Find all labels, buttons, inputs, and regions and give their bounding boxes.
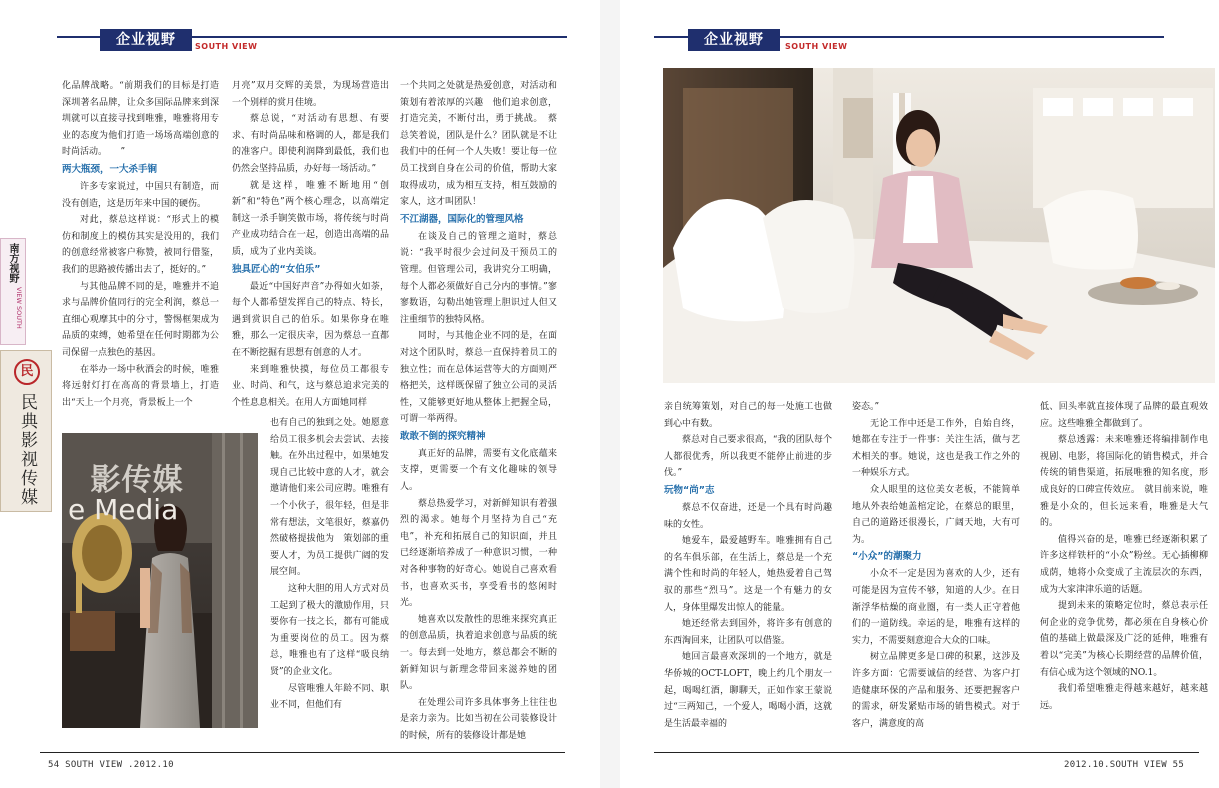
- portrait-photo-left: [62, 433, 258, 728]
- paragraph: 小众不一定是因为喜欢的人少，还有可能是因为宣传不够，知道的人少。在日渐浮华枯燥的商业圈，有一类人正守着他们的一道防线。幸运的是，唯雅有这样的实力，不需要刻意迎合大众的口味。: [852, 569, 1020, 646]
- text-column-1: [664, 399, 832, 732]
- paragraph: 我们希望唯雅走得越来越好，越来越远。: [1040, 684, 1208, 711]
- page-footer-left: 54 SOUTH VIEW .2012.10: [48, 760, 174, 770]
- section-heading: 两大瓶颈，一大杀手锏: [62, 163, 158, 175]
- paragraph: 来到唯雅快摸，每位员工都很专业、时尚、和气，这与蔡总追求完美的个性息息相关。在用人方面她同样: [232, 364, 389, 408]
- paragraph: 化品牌战略。“前期我们的目标是打造深圳著名品牌，让众多国际品牌来到深圳就可以直接寻找到唯雅，唯雅将用专业的态度为他们打造一场场高端创意的时尚活动。 ”: [62, 81, 219, 158]
- paragraph: 一个共同之处就是热爱创意，对活动和策划有着浓厚的兴趣 他们追求创意，打造完美，不断付出，勇于挑战。 蔡总笑着说，团队是什么？团队就是不让我们中的任何一个人失败！要让每一位员工找到自身在公司的价值，帮助大家取得成功，成为相互支持，相互鼓励的家人，这才叫团队！: [400, 81, 557, 208]
- section-heading: 独具匠心的“女伯乐”: [232, 263, 321, 275]
- photo-sign-english: e Media: [68, 493, 179, 526]
- paragraph: 蔡总对自己要求很高，“我的团队每个人都很优秀，所以我更不能停止前进的步伐。”: [664, 435, 832, 479]
- paragraph: 蔡总透露：未来唯雅还将编排制作电视剧、电影，将国际化的销售模式，并合传统的销售渠道，拓展唯雅的知名度，形成良好的口碑宣传效应。 就目前来说，唯雅是小众的，但长远来看，唯雅是大气的。: [1040, 435, 1208, 529]
- page-gutter: [600, 0, 620, 788]
- section-heading: “小众”的潮聚力: [852, 551, 922, 563]
- paragraph: 尽管唯雅人年龄不同、职业不同，但他们有: [270, 683, 389, 711]
- text-column-3: [1040, 399, 1208, 714]
- text-column-2: [852, 399, 1020, 732]
- paragraph: 许多专家说过，中国只有制造，而没有创造，这是历年来中国的硬伤。: [62, 181, 219, 209]
- section-subtitle: SOUTH VIEW: [195, 42, 258, 51]
- text-column-2-continued: [270, 415, 389, 714]
- section-subtitle: SOUTH VIEW: [785, 42, 848, 51]
- paragraph: 同时，与其他企业不同的是，在面对这个团队时，蔡总一直保持着员工的独立性；而在总体运营等大的方面则严格把关，这样既保留了独立公司的灵活性，又能够更好地从整体上把握全局，可谓一举两得。: [400, 331, 557, 425]
- section-heading: 敢敢不倒的探究精神: [400, 430, 486, 442]
- side-tab-south-view: [0, 238, 26, 345]
- paragraph: 低、回头率就直接体现了品牌的最直观效应。这些唯雅全都做到了。: [1040, 402, 1208, 429]
- section-tag: 企业视野: [688, 29, 780, 51]
- paragraph: 就是这样，唯雅不断地用“创新”和“特色”两个核心理念，以高端定制这一杀手锏笑傲市场，将传统与时尚产业成功结合在一起，创造出高端的品质，成为了业内美谈。: [232, 180, 389, 257]
- side-tab-title: 南方视野: [7, 243, 18, 283]
- side-tab-subtitle: VIEW SOUTH: [15, 287, 23, 329]
- photo-illustration: [663, 68, 1215, 383]
- side-tab-company: 民典影视传媒: [17, 393, 37, 507]
- right-page: [620, 0, 1219, 788]
- paragraph: 她爱车，最爱越野车。唯雅拥有自己的名车俱乐部，在生活上，蔡总是一个充满个性和时尚的年轻人，她热爱着自己驾驭的那些“烈马”。这是一个有魅力的女人，身体里爆发出惊人的能量。: [664, 536, 832, 613]
- paragraph: 她回言最喜欢深圳的一个地方，就是华侨城的OCT-LOFT，晚上约几个朋友一起，喝喝红酒，聊聊天，正如作家王蒙说过“三两知己，一个爱人，喝喝小酒，这就是生活最幸福的: [664, 652, 832, 729]
- side-tab-media: [0, 350, 52, 512]
- paragraph: 众人眼里的这位美女老板，不能简单地从外表给她盖棺定论，在蔡总的眼里，自己的道路还很漫长，广阔天地，大有可为。: [852, 484, 1020, 545]
- left-page: [0, 0, 600, 788]
- section-heading: 玩物“尚”志: [664, 484, 715, 496]
- page-footer-right: 2012.10.SOUTH VIEW 55: [1064, 760, 1185, 770]
- paragraph: 姿态。”: [852, 402, 880, 412]
- paragraph: 最近“中国好声音”办得如火如荼，每个人都希望发挥自己的特点、特长，遇到赏识自己的伯乐。如果你身在唯雅，那么一定很庆幸，因为蔡总一直都在不断挖掘有思想有创意的人才。: [232, 281, 389, 358]
- paragraph: 蔡总热爱学习，对新鲜知识有着强烈的渴求。她每个月坚持为自己“充电”，补充和拓展自己的知识面，并且已经逐渐培养成了一种意识习惯，一种对各种事物的好奇心。她说自己喜欢看书，也喜欢买书，享受看书的悠闲时光。: [400, 498, 557, 609]
- paragraph: 也有自己的独到之处。她愿意给员工很多机会去尝试、去接触。在外出过程中，如果她发现自己比较中意的人才，就会邀请他们来公司应聘。唯雅有一个小伙子，很年轻，但是非常有想法，文笔很好，蔡嘉仍然破格提拔他为 策划部的重要人才，为员工提供广阔的发展空间。: [270, 418, 389, 578]
- paragraph: 真正好的品牌，需要有文化底蕴来支撑，更需要一个有文化趣味的领导人。: [400, 448, 557, 493]
- seal-icon: 民: [14, 359, 40, 385]
- paragraph: 这种大胆的用人方式对员工起到了极大的激励作用，只要你有一技之长，都有可能成为重要岗位的员工。因为蔡总，唯雅也有了这样“吸良纳贤”的企业文化。: [270, 583, 389, 677]
- text-column-3: [400, 78, 557, 745]
- paragraph: 月亮”双月交辉的美景，为现场营造出一个别样的赏月佳境。: [232, 81, 389, 108]
- footer-rule: [654, 752, 1199, 753]
- paragraph: 蔡总不仅奋进，还是一个具有时尚趣味的女性。: [664, 502, 832, 530]
- paragraph: 与其他品牌不同的是，唯雅并不追求与品牌价值同行的完全利润，蔡总一直细心观摩其中的分寸，警惕框架成为品质的束缚，她希望在任何时期都为公司保留一点独色的基因。: [62, 281, 219, 358]
- section-tag: 企业视野: [100, 29, 192, 51]
- portrait-photo-right: [663, 68, 1215, 383]
- photo-sign-chinese: 影传媒: [90, 463, 184, 498]
- paragraph: 她还经常去到国外，将许多有创意的东西淘回来，让团队可以借鉴。: [664, 619, 832, 646]
- paragraph: 在谈及自己的管理之道时，蔡总说：“我平时很少会过问及干预员工的管理。但管理公司，我讲究分工明确，每个人都必须做好自己分内的事情。”寥寥数语，勾勒出她管理上胆识过人但又注重细节的独特风格。: [400, 231, 557, 325]
- footer-rule: [40, 752, 565, 753]
- paragraph: 提到未来的策略定位时，蔡总表示任何企业的竞争优势，都必须在自身核心价值的基础上做最深及广泛的延伸，唯雅有着以“完美”为核心长期经营的品牌价值，有信心成为这个领域的NO.1。: [1040, 601, 1208, 678]
- text-column-1: [62, 78, 219, 411]
- text-column-2: [232, 78, 389, 411]
- paragraph: 在举办一场中秋酒会的时候，唯雅将远射灯打在高高的背景墙上，打造出“天上一个月亮，背景板上一个: [62, 364, 219, 408]
- paragraph: 她喜欢以发散性的思维来探究真正的创意品质，执着追求创意与品质的统一。每去到一处地方，蔡总都会不断的新鲜知识与新理念带回来滋养她的团队。: [400, 614, 557, 692]
- paragraph: 树立品牌更多是口碑的积累，这涉及许多方面：它需要诚信的经营、为客户打造健康环保的产品和服务、还要把握客户的需求，研发紧贴市场的销售模式。对于客户，满意度的高: [852, 652, 1020, 729]
- paragraph: 亲自统筹策划，对自己的每一处施工也做到心中有数。: [664, 402, 832, 429]
- paragraph: 无论工作中还是工作外，自始自终，她都在专注于一件事：关注生活，做与艺术相关的事。她说，这也是我工作之外的一种娱乐方式。: [852, 418, 1020, 479]
- paragraph: 在处理公司许多具体事务上往往也是亲力亲为。比如当初在公司装修设计的时候，所有的装修设计都是她: [400, 697, 557, 741]
- paragraph: 对此，蔡总这样说：“形式上的模仿和制度上的模仿其实是没用的，我们的创意经常被客户称赞，被同行借鉴，我们的思路被传播出去了，挺好的。”: [62, 215, 219, 275]
- section-heading: 不江湖器，国际化的管理风格: [400, 213, 524, 225]
- paragraph: 蔡总说，“对活动有思想、有要求、有时尚品味和格调的人，都是我们的准客户。即使利润降到最低，我们也仍然会坚持品质，办好每一场活动。”: [232, 114, 389, 174]
- paragraph: 值得兴奋的是，唯雅已经逐渐积累了许多这样铁杆的“小众”粉丝。无心插柳柳成荫，她将小众变成了主流层次的东西，成为大家津津乐道的话题。: [1040, 534, 1208, 595]
